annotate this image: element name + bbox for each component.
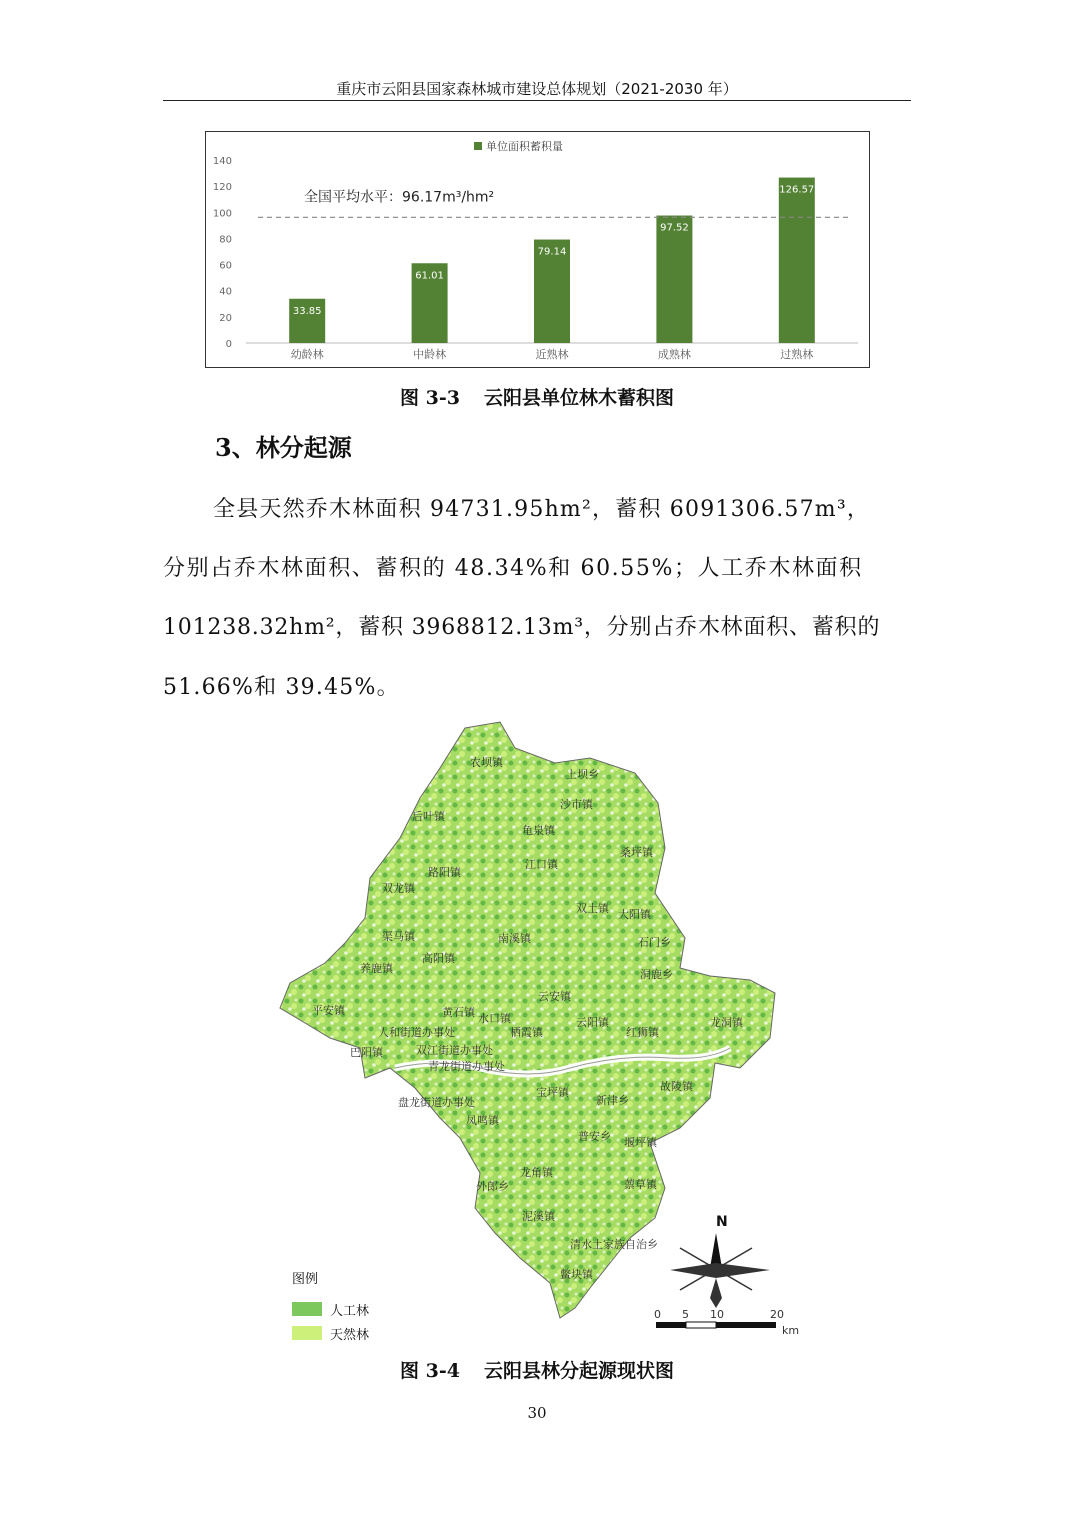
- map-place-label: 桑坪镇: [620, 846, 653, 859]
- y-tick-label: 100: [212, 208, 232, 220]
- legend-title: 图例: [292, 1272, 319, 1287]
- map-place-label: 巴阳镇: [350, 1046, 383, 1059]
- map-place-label: 宝坪镇: [536, 1086, 569, 1099]
- bar-value-label: 97.52: [660, 222, 689, 234]
- paragraph-line-3: 101238.32hm²，蓄积 3968812.13m³，分别占乔木林面积、蓄积的: [163, 615, 881, 640]
- map-place-label: 后叶镇: [412, 810, 445, 823]
- figure-number: 图 3-3: [400, 387, 460, 409]
- map-place-label: 农坝镇: [470, 756, 503, 769]
- paragraph-line-1: 全县天然乔木林面积 94731.95hm²，蓄积 6091306.57m³，: [213, 497, 871, 522]
- map-place-label: 双龙镇: [382, 882, 415, 895]
- figure-number: 图 3-4: [400, 1360, 460, 1382]
- scale-0: 0: [654, 1308, 661, 1321]
- map-place-label: 新津乡: [596, 1094, 629, 1107]
- figure-caption-3-3: [0, 383, 1074, 410]
- category-label: 近熟林: [535, 348, 569, 361]
- map-place-label: 栖霞镇: [510, 1026, 543, 1039]
- north-letter: N: [716, 1214, 728, 1230]
- map-legend: [292, 1268, 369, 1345]
- bar-3: [656, 216, 692, 343]
- figure-caption-3-4: [0, 1356, 1074, 1383]
- y-tick-label: 140: [212, 156, 232, 167]
- north-arrow: [670, 1214, 770, 1308]
- scale-20: 20: [770, 1308, 784, 1321]
- page-number: 30: [527, 1404, 547, 1422]
- map-place-label: 外郎乡: [476, 1180, 509, 1193]
- y-tick-label: 20: [219, 312, 232, 324]
- map-place-label: 大阳镇: [618, 908, 651, 921]
- paragraph-line-2: 分别占乔木林面积、蓄积的 48.34%和 60.55%；人工乔木林面积: [163, 556, 863, 581]
- legend-item-plantation: [292, 1297, 369, 1321]
- map-place-label: 养鹿镇: [360, 962, 393, 975]
- scale-10: 10: [710, 1308, 724, 1321]
- legend-swatch-natural: [292, 1326, 322, 1340]
- map-place-label: 平安镇: [312, 1004, 345, 1017]
- map-place-label: 高阳镇: [422, 952, 455, 965]
- legend-label-plantation: 人工林: [330, 1303, 370, 1319]
- map-place-label: 泥溪镇: [522, 1210, 555, 1223]
- map-place-label: 江口镇: [525, 858, 558, 871]
- map-place-label: 鳖块镇: [560, 1268, 593, 1281]
- scale-bar: [654, 1308, 799, 1337]
- map-place-label: 路阳镇: [428, 866, 461, 879]
- county-boundary: [280, 722, 775, 1318]
- map-place-label: 云安镇: [538, 990, 571, 1003]
- category-label: 幼龄林: [290, 348, 324, 361]
- map-place-label: 黄石镇: [442, 1006, 475, 1019]
- bar-value-label: 126.57: [779, 184, 815, 196]
- map-place-label: 云阳镇: [576, 1016, 609, 1029]
- scale-5: 5: [682, 1308, 689, 1321]
- map-place-label: 龟泉镇: [522, 824, 555, 837]
- map-place-label: 水口镇: [478, 1012, 511, 1025]
- y-tick-label: 40: [219, 286, 232, 298]
- map-place-label: 龙角镇: [520, 1166, 553, 1179]
- category-label: 中龄林: [413, 348, 447, 361]
- map-place-label: 蔈草镇: [624, 1178, 657, 1191]
- map-place-label: 石门乡: [638, 936, 671, 949]
- map-place-label: 青龙街道办事处: [428, 1060, 505, 1073]
- figure-title: 云阳县林分起源现状图: [483, 1360, 674, 1382]
- map-place-label: 双江街道办事处: [416, 1044, 493, 1057]
- map-place-label: 普安乡: [578, 1130, 611, 1143]
- map-place-label: 沙市镇: [560, 798, 593, 811]
- map-place-label: 双土镇: [576, 902, 609, 915]
- map-place-label: 龙洞镇: [710, 1016, 743, 1029]
- stock-chart-svg: [206, 132, 869, 367]
- y-tick-label: 80: [219, 234, 232, 246]
- figure-title: 云阳县单位林木蓄积图: [483, 387, 674, 409]
- bar-4: [779, 178, 815, 343]
- header-rule: [163, 100, 911, 101]
- y-tick-label: 60: [219, 260, 232, 272]
- map-place-label: 南溪镇: [498, 932, 531, 945]
- stock-chart: [205, 131, 870, 368]
- map-place-label: 盘龙街道办事处: [398, 1096, 475, 1109]
- y-tick-label: 120: [212, 182, 232, 194]
- category-label: 成熟林: [657, 348, 691, 361]
- map-place-label: 洞鹿乡: [640, 968, 673, 981]
- reference-line-label: 全国平均水平：96.17m³/hm²: [304, 189, 495, 206]
- map-place-label: 红狮镇: [626, 1026, 659, 1039]
- map-place-label: 上坝乡: [566, 768, 599, 781]
- map-svg: [270, 718, 810, 1338]
- bar-value-label: 33.85: [292, 305, 322, 317]
- bar-value-label: 79.14: [537, 246, 567, 258]
- map-place-label: 清水土家族自治乡: [570, 1238, 658, 1251]
- map-place-label: 凤鸣镇: [466, 1114, 499, 1127]
- legend-label-natural: 天然林: [330, 1327, 370, 1343]
- map-place-label: 故陵镇: [660, 1080, 693, 1093]
- paragraph-line-4: 51.66%和 39.45%。: [163, 675, 400, 700]
- y-tick-label: 0: [225, 339, 232, 350]
- category-label: 过熟林: [780, 348, 814, 361]
- page-header: 重庆市云阳县国家森林城市建设总体规划（2021-2030 年）: [336, 80, 738, 98]
- forest-origin-map: [270, 718, 810, 1338]
- legend-label: 单位面积蓄积量: [486, 140, 563, 153]
- map-place-label: 人和街道办事处: [378, 1026, 455, 1039]
- scale-unit: km: [782, 1324, 800, 1337]
- section-heading: 3、林分起源: [215, 433, 352, 462]
- bar-value-label: 61.01: [415, 270, 444, 282]
- map-place-label: 渠马镇: [382, 930, 415, 943]
- legend-swatch-plantation: [292, 1302, 322, 1316]
- legend-item-natural: [292, 1321, 369, 1345]
- map-place-label: 堰坪镇: [624, 1136, 657, 1149]
- legend-swatch: [474, 142, 482, 150]
